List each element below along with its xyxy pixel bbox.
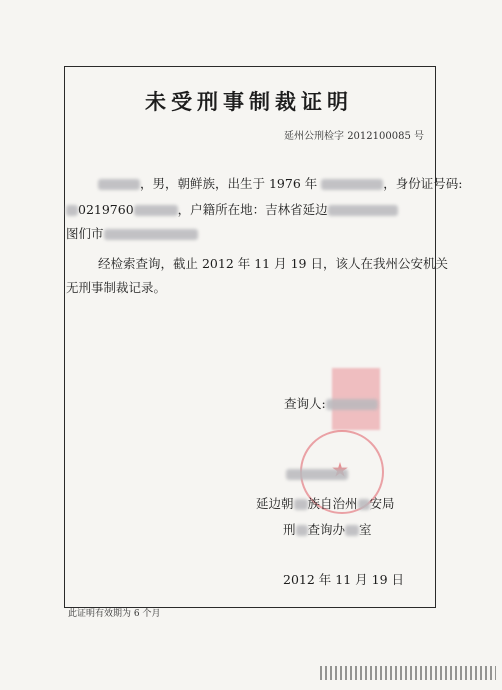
paragraph-1-line-2: 0219760 ，户籍所在地：吉林省延边 xyxy=(66,200,398,218)
redacted-seal-text xyxy=(286,469,348,480)
issuing-office: 刑 查询办 室 xyxy=(283,522,372,537)
paragraph-1-line-1: ，男，朝鲜族，出生于 1976 年 ，身份证号码: xyxy=(98,174,462,192)
redacted-id-prefix xyxy=(66,205,78,216)
redacted-address-2 xyxy=(104,229,198,240)
redacted-name xyxy=(98,179,140,190)
seal-top-text xyxy=(286,466,348,481)
redacted-id-suffix xyxy=(134,205,178,216)
redacted-address xyxy=(328,205,398,216)
document-title: 未受刑事制裁证明 xyxy=(145,89,353,114)
paragraph-2-line-1: 经检索查询，截止 2012 年 11 月 19 日，该人在我州公安机关 xyxy=(98,256,448,271)
paragraph-2-line-2: 无刑事制裁记录。 xyxy=(66,280,167,295)
validity-note: 此证明有效期为 6 个月 xyxy=(68,609,161,619)
redacted-inquirer xyxy=(326,399,378,410)
watermark-barcode xyxy=(320,666,496,680)
document-number: 延州公刑检字 2012100085 号 xyxy=(284,131,424,142)
issue-date: 2012 年 11 月 19 日 xyxy=(283,572,404,587)
issuing-authority: 延边朝 族自治州 安局 xyxy=(256,496,395,511)
redacted-birthdate xyxy=(321,179,383,190)
paragraph-1-line-3: 图们市 xyxy=(66,224,198,242)
document-border xyxy=(64,66,436,608)
inquirer-line: 查询人: xyxy=(284,394,378,412)
